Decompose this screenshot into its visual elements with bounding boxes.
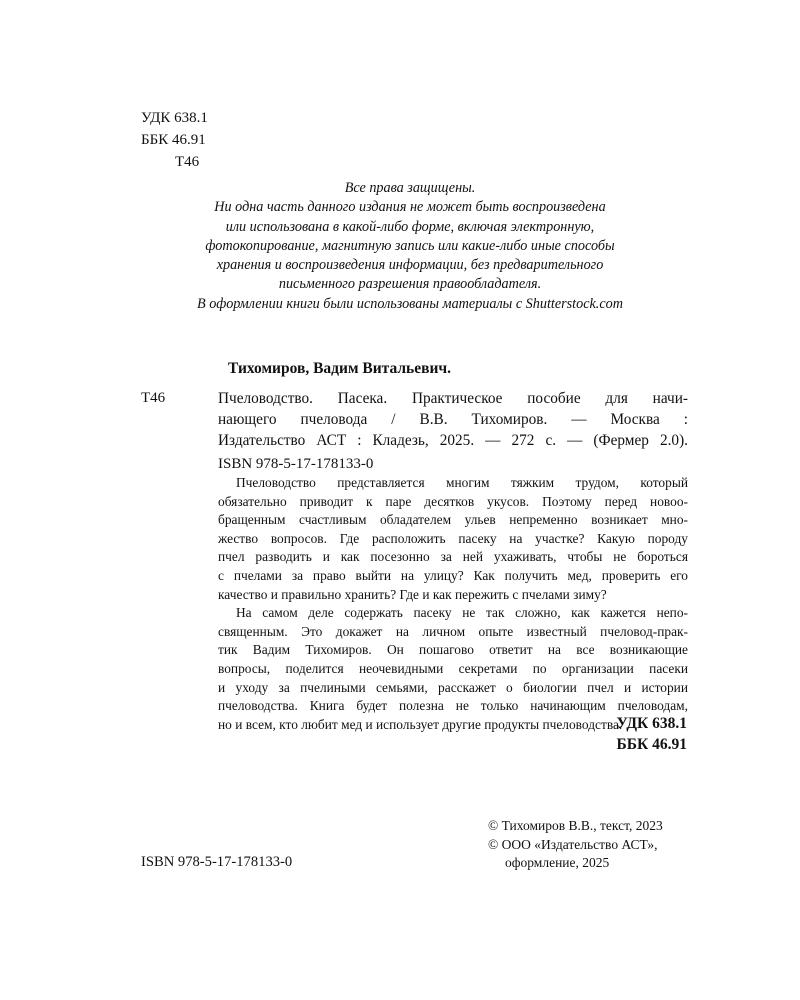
annotation-line: с пчелами за право выйти на улицу? Как получить мед, проверить его bbox=[218, 567, 688, 583]
rights-line: фотокопирование, магнитную запись или какие-либо иные способы bbox=[205, 237, 615, 254]
annotation-line: тик Вадим Тихомиров. Он пошагово ответит на все возникающие bbox=[218, 642, 688, 658]
author-heading: Тихомиров, Вадим Витальевич. bbox=[228, 360, 452, 377]
rights-line: Все права защищены. bbox=[344, 180, 476, 196]
author-mark-label: Т46 bbox=[141, 390, 166, 406]
rights-line: письменного разрешения правообладателя. bbox=[278, 276, 542, 293]
annotation-line: Пчеловодство представляется многим тяжким трудом, который bbox=[236, 475, 688, 490]
copyright-design: оформление, 2025 bbox=[505, 855, 610, 870]
rights-line: Ни одна часть данного издания не может быть воспроизведена bbox=[214, 199, 606, 216]
udk-code: УДК 638.1 bbox=[141, 110, 208, 126]
copyright-publisher: © ООО «Издательство АСТ», bbox=[488, 836, 658, 852]
annotation-line: но и всем, кто любит мед и использует другие продукты пчеловодства. bbox=[218, 716, 623, 732]
classification-codes-bottom bbox=[617, 713, 687, 755]
rights-line: В оформлении книги были использованы материалы с Shutterstock.com bbox=[197, 295, 623, 312]
rights-line: или использована в какой-либо форме, включая электронную, bbox=[225, 218, 595, 235]
rights-notice bbox=[140, 179, 680, 314]
bbk-code: ББК 46.91 bbox=[141, 132, 206, 148]
annotation-line: и уходу за пчелиными семьями, расскажет о биологии пчел и истории bbox=[218, 679, 688, 695]
annotation-line: жество вопросов. Где расположить пасеку на участке? Какую породу bbox=[218, 530, 688, 546]
copyright-text: © Тихомиров В.В., текст, 2023 bbox=[488, 818, 663, 833]
rights-line: хранения и воспроизведения информации, без предварительного bbox=[216, 257, 604, 274]
annotation-line: священным. Это докажет на личном опыте известный пчеловод-прак- bbox=[218, 623, 688, 639]
biblio-line: нающего пчеловода / В.В. Тихомиров. — Москва : bbox=[218, 411, 688, 428]
classification-codes bbox=[141, 107, 208, 173]
annotation-line: пчеловодства. Книга будет полезна не только начинающим пчеловодам, bbox=[218, 698, 688, 714]
annotation-line: качество и правильно хранить? Где и как пережить с пчелами зиму? bbox=[218, 586, 607, 602]
annotation-line: бращенным счастливым обладателем ульев непременно возникает мно- bbox=[218, 512, 688, 528]
biblio-line: Издательство АСТ : Кладезь, 2025. — 272 с. — (Фермер 2.0). bbox=[218, 432, 688, 449]
isbn-main: ISBN 978-5-17-178133-0 bbox=[218, 456, 374, 472]
bibliographic-record bbox=[218, 388, 688, 451]
annotation-line: пчел разводить и как посезонно за ней ухаживать, чтобы не бороться bbox=[218, 549, 688, 565]
annotation-line: обязательно приводит к паре десятков укусов. Поэтому перед новоо- bbox=[218, 493, 688, 509]
udk-code-bottom: УДК 638.1 bbox=[616, 715, 687, 732]
annotation-line: вопросы, поделится неочевидными секретами по организации пасеки bbox=[218, 660, 688, 676]
annotation bbox=[218, 474, 688, 734]
annotation-paragraph-1 bbox=[218, 474, 688, 604]
isbn-bottom: ISBN 978-5-17-178133-0 bbox=[141, 854, 293, 870]
biblio-line: Пчеловодство. Пасека. Практическое пособие для начи- bbox=[218, 390, 688, 407]
annotation-line: На самом деле содержать пасеку не так сложно, как кажется непо- bbox=[236, 605, 688, 621]
copyright-block bbox=[488, 817, 663, 873]
author-mark: Т46 bbox=[175, 154, 200, 170]
bbk-code-bottom: ББК 46.91 bbox=[616, 736, 687, 753]
